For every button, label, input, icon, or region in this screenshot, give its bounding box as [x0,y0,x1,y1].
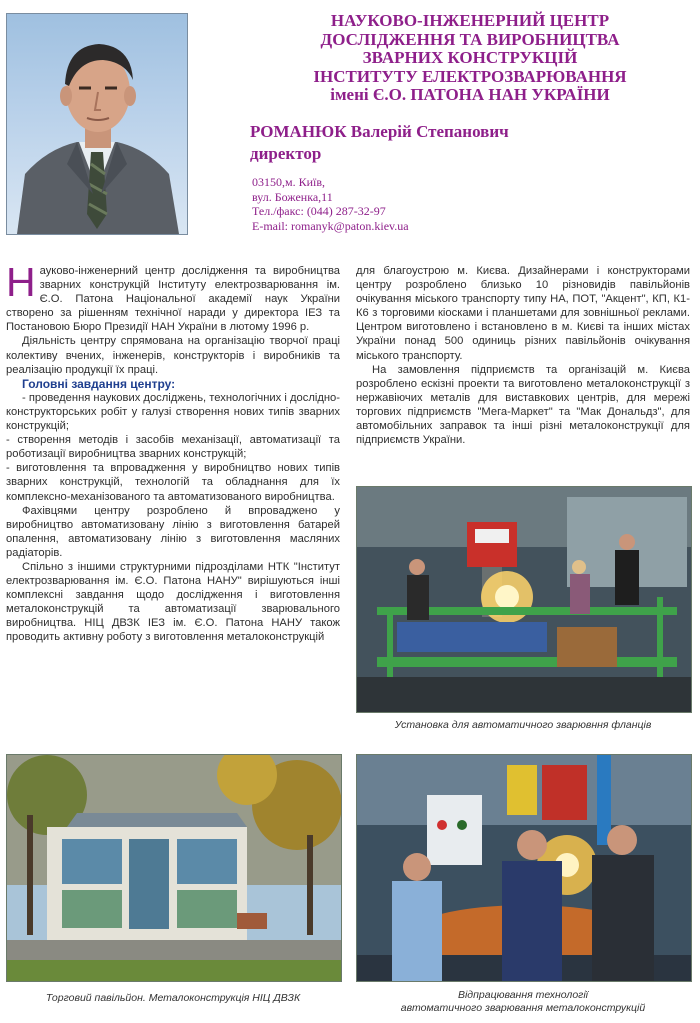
caption-pavilion: Торговий павільйон. Металоконструкція НІЦ ДВЗК [45,992,301,1004]
contact-block [252,175,409,233]
continuation-paragraph: для благоустрою м. Києва. Дизайнерами і конструкторами центру розроблено близько 10 різновидів павільйонів очікування міського транспорту типу НА, ПОТ, "Акцент", КП, К1-К6 з торговими кіосками і планшетами для зовнішньої реклами. Центром виготовлено і встановлено в м. Києві та інших містах України понад 500 одиниць різних павільйонів очікування міського транспорту. [356,265,690,362]
article-column-left [6,259,340,645]
article-column-right [356,264,690,447]
drop-cap: Н [6,259,36,305]
welding-installation-photo [356,486,692,713]
welding-workers-photo [356,754,692,982]
specialists-paragraph: Фахівцями центру розроблено й впроваджено у виробництво автоматизовану лінію з виготовлення батарей опалення, автоматизовану лінію з виготовлення масляних радіаторів. [6,504,340,559]
tasks-heading: Головні завдання центру: [22,376,176,391]
activity-paragraph: Діяльність центру спрямована на організацію творчої праці колективу вчених, інженерів, конструкторів і виробників та реалізацію продукції їх праці. [6,335,340,376]
trade-pavilion-photo [6,754,342,982]
intro-paragraph [6,259,340,334]
task-item: - створення методів і засобів механізації, автоматизації та роботизації виробництва зварних конструкцій; [6,434,340,461]
caption-workers: Відпрацювання технології автоматичного зварювання металоконструкцій [400,989,646,1014]
intro-text: ауково-інженерний центр дослідження та виробництва зварних конструкцій Інституту електрозварювання ім. Є.О. Патона Національної академії наук України створено за рішенням технічної наради у директора ІЕЗ та Постановою Бюро Президії НАН України в лютому 1996 р. [6,265,340,334]
director-role: директор [250,144,322,163]
email-link[interactable]: E-mail: romanyk@paton.kiev.ua [252,218,409,233]
task-item: - виготовлення та впровадження у виробництво нових типів зварних конструкцій, технологій та обладнання для їх комплексно-механізованого та автоматизованого виробництва. [6,462,340,503]
center-title: НАУКОВО-ІНЖЕНЕРНИЙ ЦЕНТР ДОСЛІДЖЕННЯ ТА ВИРОБНИЦТВА ЗВАРНИХ КОНСТРУКЦІЙ ІНСТИТУТУ ЕЛЕКТРОЗВАРЮВАННЯ імені Є.О. ПАТОНА НАН УКРАЇНИ [313,11,627,105]
orders-paragraph: На замовлення підприємств та організацій м. Києва розроблено ескізні проекти та виготовлено металоконструкції з нержавіючих металів для виставкових центрів, для мережі торговиx підприємств "Мега-Маркет" та "Мак Дональдз", для автомобільних заправок та інші різні металоконструкції для підприємств України. [356,363,690,447]
director-portrait [6,13,188,235]
director-name: РОМАНЮК Валерій Степанович [250,122,509,141]
task-item: - проведення наукових досліджень, технологічних і дослідно-конструкторських робіт у галузі створення нових типів зварних конструкцій; [6,391,340,433]
phone-fax: Тел./факс: (044) 287-32-97 [252,204,386,218]
address-city: 03150,м. Київ, [252,175,326,189]
caption-welding: Установка для автоматичного зварювння фланців [394,719,652,731]
address-street: вул. Боженка,11 [252,189,333,204]
joint-paragraph: Спільно з іншими структурними підрозділами НТК "Інститут електрозварювання ім. Є.О. Патона НАНУ" вирішуються інші комплексні завдання щодо дослідження і виготовлення металоконструкцій та автоматизації зварювального виробництва. НІЦ ДВЗК ІЕЗ ім. Є.О. Патона НАНУ також проводить активну роботу з виготовлення металоконструкцій [6,560,340,644]
